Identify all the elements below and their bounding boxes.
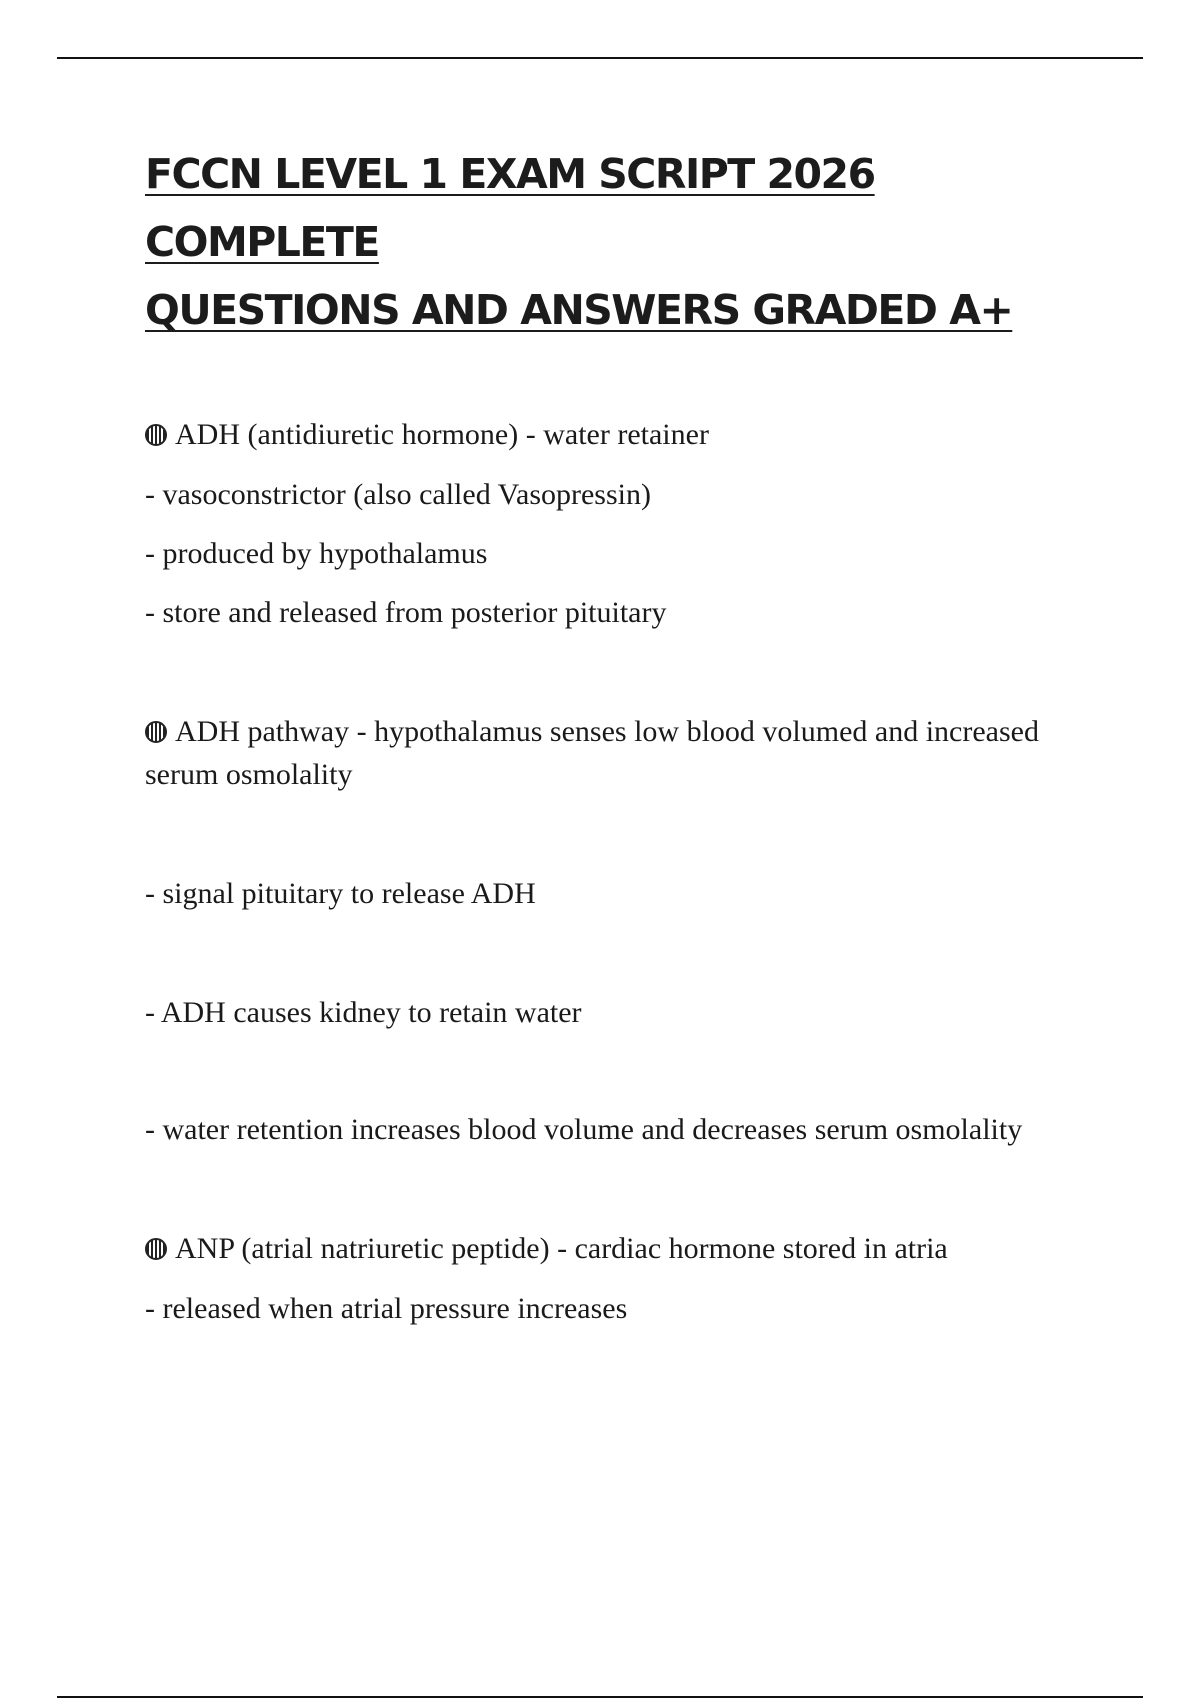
- entry-detail: - water retention increases blood volume and decreases serum osmolality: [145, 1113, 1023, 1146]
- entry-detail: - produced by hypothalamus: [145, 537, 488, 570]
- title-line-1: FCCN LEVEL 1 EXAM SCRIPT 2026 COMPLETE: [145, 150, 875, 266]
- entry-detail: - ADH causes kidney to retain water: [145, 996, 582, 1029]
- entry-detail: - released when atrial pressure increases: [145, 1292, 628, 1325]
- entry-term: ANP (atrial natriuretic peptide) - cardiac hormone stored in atria: [145, 1227, 1105, 1270]
- document-title: [145, 140, 1105, 344]
- title-line-2: QUESTIONS AND ANSWERS GRADED A+: [145, 286, 1013, 334]
- circle-bullet-icon: [145, 424, 167, 446]
- circle-bullet-icon: [145, 1238, 167, 1260]
- circle-bullet-icon: [145, 721, 167, 743]
- entry-detail: - store and released from posterior pituitary: [145, 596, 667, 629]
- entry-detail: - vasoconstrictor (also called Vasopressin): [145, 478, 651, 511]
- header-rule: [57, 57, 1143, 59]
- entry-term: ADH pathway - hypothalamus senses low blood volumed and increased serum osmolality: [145, 715, 1039, 791]
- entry-detail: - signal pituitary to release ADH: [145, 877, 536, 910]
- entry-term: ADH (antidiuretic hormone) - water retainer: [145, 413, 1105, 456]
- footer-rule: [57, 1696, 1143, 1698]
